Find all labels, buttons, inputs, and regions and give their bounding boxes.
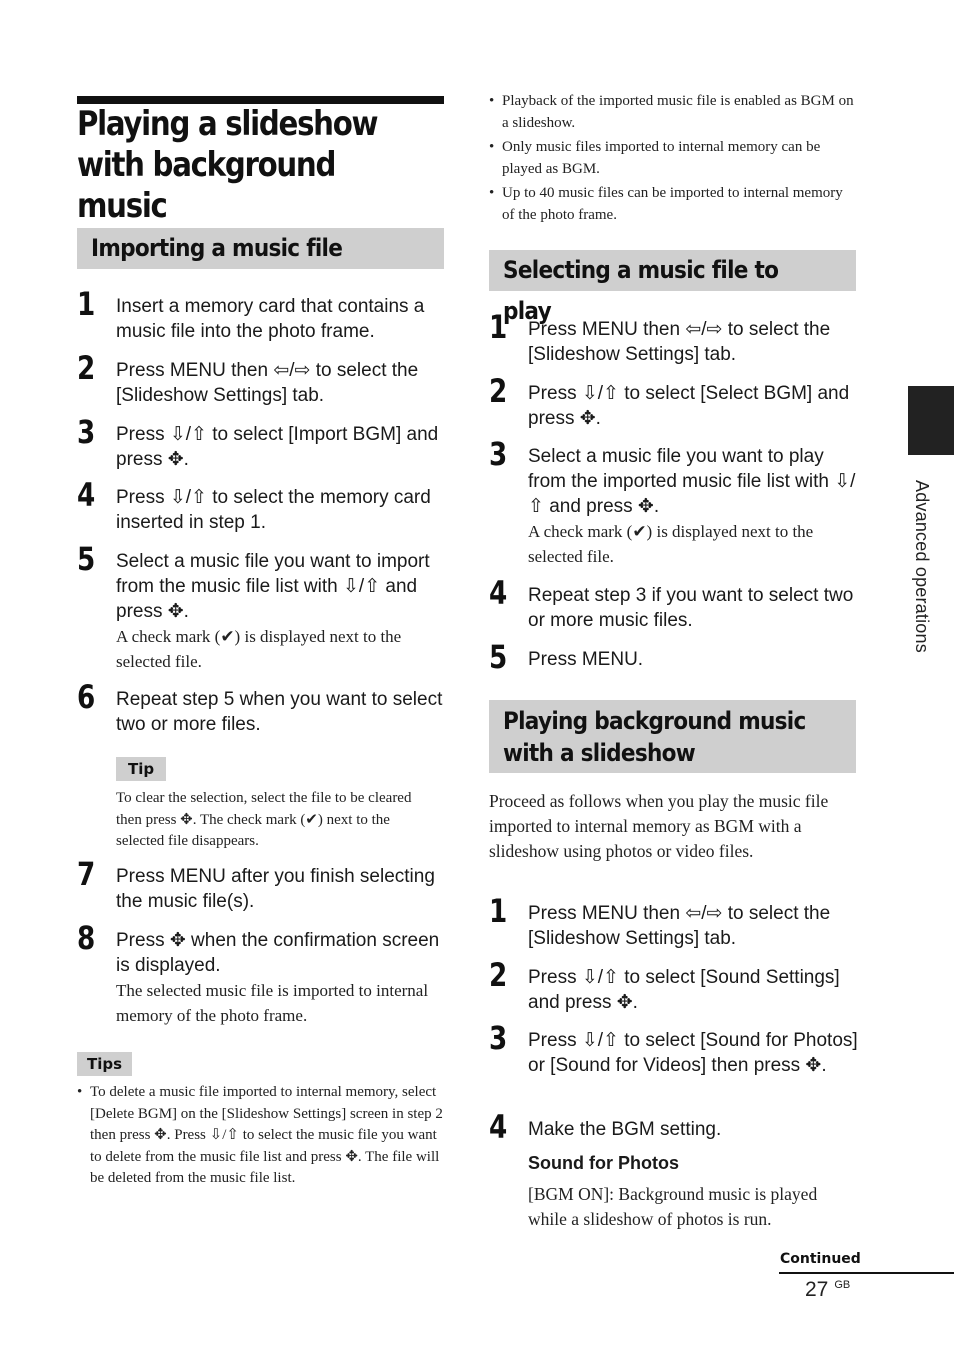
selecting-step-1: [489, 308, 859, 367]
playing-step-4: [489, 1108, 859, 1146]
page-number-value: 27: [805, 1278, 829, 1301]
sound-for-photos-heading: Sound for Photos: [528, 1153, 679, 1173]
tip-label: Tip: [116, 757, 166, 781]
step-text: Make the BGM setting.: [528, 1119, 722, 1140]
step-text: Press ⇩/⇧ to select [Import BGM] and press ✥.: [116, 424, 439, 470]
step-number: 2: [489, 372, 508, 410]
step-text: Press MENU.: [528, 649, 644, 670]
playing-step-3: [489, 1019, 859, 1078]
step-text: Press MENU after you finish selecting the music file(s).: [116, 866, 435, 912]
step-text: Press ⇩/⇧ to select [Sound Settings] and press ✥.: [528, 967, 840, 1013]
info-bullets: [489, 91, 855, 229]
selecting-heading: Selecting a music file to play: [489, 250, 856, 291]
step-number: 2: [489, 956, 508, 994]
footer-rule: [779, 1272, 954, 1274]
step-text: Select a music file you want to import from the music file list with ⇩/⇧ and press ✥.: [116, 551, 430, 622]
playing-heading-line-2: with a slideshow: [503, 739, 695, 767]
importing-step-5: [77, 540, 447, 674]
step-number: 7: [77, 855, 96, 893]
step-number: 3: [489, 1019, 508, 1057]
playing-step-1: [489, 892, 859, 951]
step-number: 8: [77, 919, 96, 957]
step-number: 1: [489, 892, 508, 930]
page-title: [77, 104, 404, 227]
continued-label: Continued: [780, 1251, 861, 1267]
step-number: 2: [77, 349, 96, 387]
step-text: Press MENU then ⇦/⇨ to select the [Slideshow Settings] tab.: [528, 319, 831, 365]
step-text: Press ⇩/⇧ to select [Sound for Photos] or [Sound for Videos] then press ✥.: [528, 1030, 858, 1076]
step-text: Repeat step 3 if you want to select two or more music files.: [528, 585, 854, 631]
importing-step-8: [77, 919, 447, 1028]
step-text: Press MENU then ⇦/⇨ to select the [Slideshow Settings] tab.: [116, 360, 419, 406]
selecting-step-5: [489, 638, 859, 676]
step-number: 4: [77, 476, 96, 514]
playing-heading-line-1: Playing background music: [503, 707, 806, 735]
step-number: 4: [489, 1108, 508, 1146]
step-number: 1: [77, 285, 96, 323]
step-text: Press ⇩/⇧ to select [Select BGM] and press ✥.: [528, 383, 850, 429]
step-text: Repeat step 5 when you want to select two or more files.: [116, 689, 443, 735]
importing-step-1: [77, 285, 447, 344]
importing-heading: Importing a music file: [77, 228, 444, 269]
chapter-label: Advanced operations: [912, 480, 932, 653]
importing-step-4: [77, 476, 447, 535]
importing-step-3: [77, 413, 447, 472]
region-code: GB: [834, 1279, 851, 1291]
step-note: A check mark (✔) is displayed next to the selected file.: [528, 522, 814, 566]
step-number: 5: [489, 638, 508, 676]
step-number: 1: [489, 308, 508, 346]
page-title-line-2: with background music: [77, 145, 336, 226]
selecting-step-2: [489, 372, 859, 431]
playing-intro: Proceed as follows when you play the music file imported to internal memory as BGM with a slideshow using photos or video files.: [489, 791, 829, 861]
bullet-item: • Only music files imported to internal memory can be played as BGM.: [489, 137, 855, 180]
tips-item: • To delete a music file imported to internal memory, select [Delete BGM] on the [Slideshow Settings] screen in step 2 then press ✥. Press ⇩/⇧ to select the music file you want to delete from the music file list and press ✥. The file will be deleted from the music file list.: [77, 1082, 445, 1190]
page-title-line-1: Playing a slideshow: [77, 104, 378, 144]
step-text: Press ⇩/⇧ to select the memory card inserted in step 1.: [116, 487, 431, 533]
step-text: Press MENU then ⇦/⇨ to select the [Slideshow Settings] tab.: [528, 903, 831, 949]
playing-step-2: [489, 956, 859, 1015]
page-number: [805, 1278, 850, 1302]
tip-text: To clear the selection, select the file to be cleared then press ✥. The check mark (✔) next to the selected file disappears.: [116, 790, 412, 849]
playing-heading: [489, 700, 856, 773]
tips-label: Tips: [77, 1052, 132, 1076]
importing-step-6: [77, 678, 447, 737]
step-text: Insert a memory card that contains a music file into the photo frame.: [116, 296, 425, 342]
importing-step-7: [77, 855, 447, 914]
selecting-step-3: [489, 435, 859, 569]
title-rule: [77, 96, 444, 104]
step-text: Press ✥ when the confirmation screen is displayed.: [116, 930, 440, 976]
step-number: 5: [77, 540, 96, 578]
step-note: The selected music file is imported to internal memory of the photo frame.: [116, 981, 429, 1025]
step-note: A check mark (✔) is displayed next to the selected file.: [116, 627, 402, 671]
importing-step-2: [77, 349, 447, 408]
selecting-step-4: [489, 574, 859, 633]
step-number: 4: [489, 574, 508, 612]
step-text: Select a music file you want to play from the imported music file list with ⇩/⇧ and press ✥.: [528, 446, 856, 517]
step-number: 3: [489, 435, 508, 473]
step-number: 6: [77, 678, 96, 716]
step-number: 3: [77, 413, 96, 451]
bullet-item: • Playback of the imported music file is enabled as BGM on a slideshow.: [489, 91, 855, 134]
tips-list: [77, 1082, 445, 1193]
bullet-item: • Up to 40 music files can be imported to internal memory of the photo frame.: [489, 183, 855, 226]
chapter-tab: [908, 386, 954, 455]
sound-for-photos-text: [BGM ON]: Background music is played while a slideshow of photos is run.: [528, 1184, 818, 1229]
